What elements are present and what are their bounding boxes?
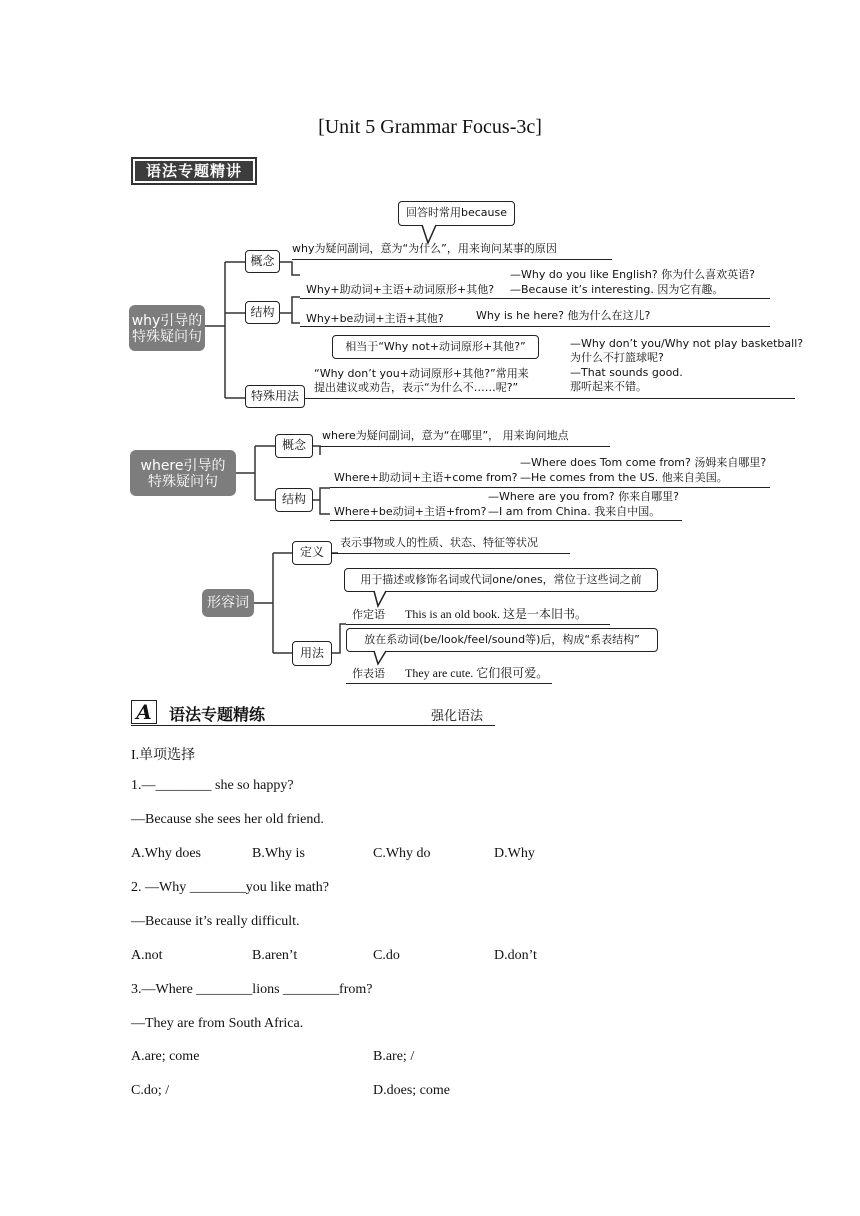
section-a-badge: A xyxy=(131,700,157,724)
why-ex3b: 为什么不打篮球呢? xyxy=(570,351,664,364)
page-title: [Unit 5 Grammar Focus-3c] xyxy=(318,116,542,138)
why-ex1b: —Because it’s interesting. 因为它有趣。 xyxy=(510,283,724,296)
underline xyxy=(346,624,610,625)
callout-pointer-icon xyxy=(372,590,390,608)
callout-attributive: 用于描述或修饰名词或代词one/ones，常位于这些词之前 xyxy=(344,568,658,592)
question-3-answer: —They are from South Africa. xyxy=(131,1016,304,1031)
why-concept-node: 概念 xyxy=(245,250,280,273)
underline xyxy=(300,298,770,299)
why-special-text1: “Why don’t you+动词原形+其他?”常用来 xyxy=(314,367,529,380)
question-1-answer: —Because she sees her old friend. xyxy=(131,812,324,827)
underline xyxy=(300,326,770,327)
adj-attr-label: 作定语 xyxy=(352,608,385,621)
q3-option-a[interactable]: A.are; come xyxy=(131,1049,200,1064)
why-ex3c: —That sounds good. xyxy=(570,366,683,379)
where-root-node xyxy=(130,450,236,496)
adj-definition-node: 定义 xyxy=(292,541,332,565)
q2-option-a[interactable]: A.not xyxy=(131,948,163,963)
q2-option-b[interactable]: B.aren’t xyxy=(252,948,298,963)
section-a-rule xyxy=(131,725,495,726)
question-1-stem: 1.—________ she so happy? xyxy=(131,778,294,793)
q1-option-a[interactable]: A.Why does xyxy=(131,846,201,861)
where-ex1b: —He comes from the US. 他来自美国。 xyxy=(520,471,728,484)
q1-option-c[interactable]: C.Why do xyxy=(373,846,431,861)
why-ex3d: 那听起来不错。 xyxy=(570,380,647,393)
q3-option-d[interactable]: D.does; come xyxy=(373,1083,450,1098)
adj-pred-example: They are cute. 它们很可爱。 xyxy=(405,666,549,680)
why-ex1a: —Why do you like English? 你为什么喜欢英语? xyxy=(510,268,756,281)
underline xyxy=(330,487,770,488)
underline xyxy=(305,398,795,399)
callout-because: 回答时常用because xyxy=(398,201,515,226)
where-concept-node: 概念 xyxy=(275,434,313,458)
why-structure-node: 结构 xyxy=(245,301,280,324)
callout-predicative: 放在系动词(be/look/feel/sound等)后，构成“系表结构” xyxy=(346,628,658,652)
question-2-answer: —Because it’s really difficult. xyxy=(131,914,300,929)
adj-def-text: 表示事物或人的性质、状态、特征等状况 xyxy=(340,536,538,549)
why-root-node xyxy=(129,305,205,351)
callout-pointer-icon xyxy=(372,650,390,666)
question-3-stem: 3.—Where ________lions ________from? xyxy=(131,982,373,997)
q1-option-d[interactable]: D.Why xyxy=(494,846,535,861)
where-ex1a: —Where does Tom come from? 汤姆来自哪里? xyxy=(520,456,767,469)
where-concept-text: where为疑问副词，意为“在哪里”， 用来询问地点 xyxy=(322,429,569,442)
why-struct1: Why+助动词+主语+动词原形+其他? xyxy=(306,283,495,296)
q2-option-d[interactable]: D.don’t xyxy=(494,948,537,963)
why-root-line1: why引导的 xyxy=(131,313,203,329)
section-a-subtitle: 强化语法 xyxy=(431,709,484,724)
q3-option-b[interactable]: B.are; / xyxy=(373,1049,415,1064)
underline xyxy=(330,520,682,521)
underline xyxy=(346,683,552,684)
why-root-line2: 特殊疑问句 xyxy=(132,329,202,345)
adj-attr-example: This is an old book. 这是一本旧书。 xyxy=(405,607,587,621)
q2-option-c[interactable]: C.do xyxy=(373,948,400,963)
underline xyxy=(292,259,612,260)
q3-option-c[interactable]: C.do; / xyxy=(131,1083,170,1098)
adjective-root-node: 形容词 xyxy=(202,589,254,617)
callout-equivalent: 相当于“Why not+动词原形+其他?” xyxy=(332,335,539,359)
banner-label: 语法专题精讲 xyxy=(135,161,253,181)
q1-option-b[interactable]: B.Why is xyxy=(252,846,305,861)
where-struct2: Where+be动词+主语+from? xyxy=(334,505,487,518)
why-special-node: 特殊用法 xyxy=(245,385,305,408)
why-ex2: Why is he here? 他为什么在这儿? xyxy=(476,309,651,322)
section-a-header xyxy=(131,700,495,726)
underline xyxy=(320,446,610,447)
why-special-text2: 提出建议或劝告，表示“为什么不……呢?” xyxy=(314,381,519,394)
where-ex2a: —Where are you from? 你来自哪里? xyxy=(488,490,679,503)
adj-pred-label: 作表语 xyxy=(352,667,385,680)
where-struct1: Where+助动词+主语+come from? xyxy=(334,471,518,484)
exercise-heading: I.单项选择 xyxy=(131,748,196,763)
why-ex3a: —Why don’t you/Why not play basketball? xyxy=(570,337,804,350)
adj-usage-node: 用法 xyxy=(292,641,332,666)
why-struct2: Why+be动词+主语+其他? xyxy=(306,312,444,325)
underline xyxy=(332,553,570,554)
where-root-line1: where引导的 xyxy=(140,458,226,474)
where-ex2b: —I am from China. 我来自中国。 xyxy=(488,505,661,518)
why-concept-text: why为疑问副词，意为“为什么”，用来询问某事的原因 xyxy=(292,242,557,255)
where-root-line2: 特殊疑问句 xyxy=(148,474,218,490)
where-structure-node: 结构 xyxy=(275,488,313,512)
question-2-stem: 2. —Why ________you like math? xyxy=(131,880,329,895)
section-a-title: 语法专题精练 xyxy=(169,705,266,724)
